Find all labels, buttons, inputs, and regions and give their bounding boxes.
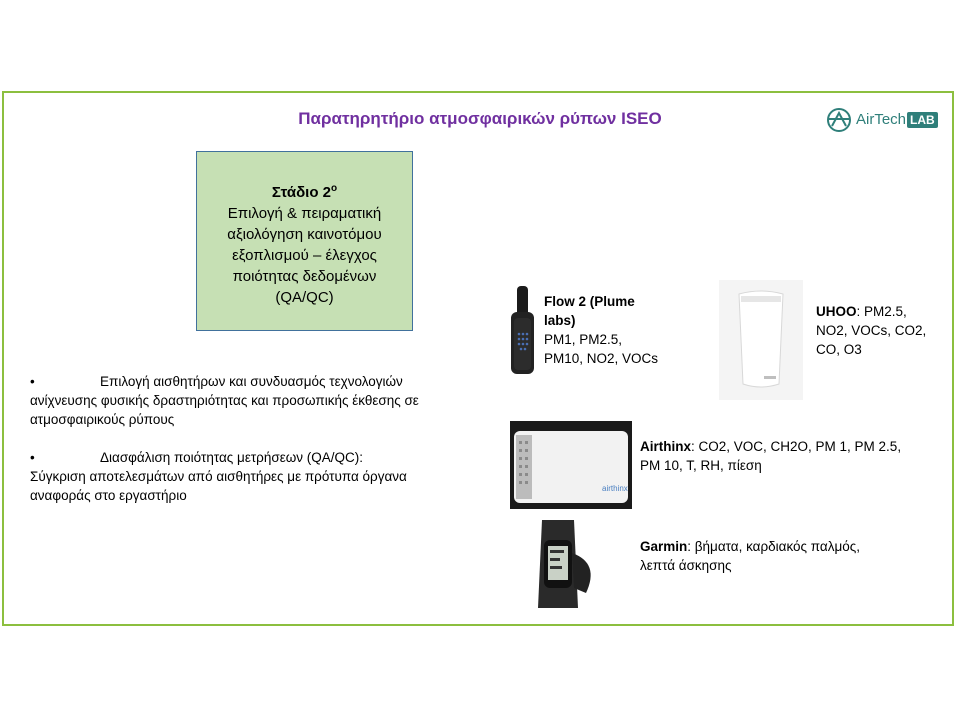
uhoo-device-image: [719, 280, 803, 400]
stage-line: ποιότητας δεδομένων: [232, 268, 377, 285]
garmin-name: Garmin: [640, 539, 688, 554]
garmin-device-image: [514, 518, 606, 613]
bullet-text: ατμοσφαιρικούς ρύπους: [30, 412, 175, 427]
uhoo-specs: CO, O3: [816, 342, 862, 357]
flow2-name: Flow 2 (Plume: [544, 294, 635, 309]
airthinx-specs: PM 10, T, RH, πίεση: [640, 458, 762, 473]
stage-line: (QA/QC): [275, 289, 334, 306]
slide-title: Παρατηρητήριο ατμοσφαιρικών ρύπων ISEO: [298, 109, 662, 128]
uhoo-description: [816, 302, 926, 359]
uhoo-specs: NO2, VOCs, CO2,: [816, 323, 927, 338]
stage-box: [196, 151, 413, 331]
garmin-specs: λεπτά άσκησης: [640, 558, 732, 573]
flow2-specs: PM10, NO2, VOCs: [544, 351, 659, 366]
garmin-description: [640, 537, 860, 575]
airtechlab-logo: [826, 107, 936, 133]
uhoo-specs: : PM2.5,: [856, 304, 907, 319]
airthinx-device-label: airthinx: [602, 484, 628, 493]
stage-line: Επιλογή & πειραματική: [227, 205, 382, 222]
stage-title: Στάδιο $2^o$: [271, 183, 338, 201]
bullet-marker: •: [30, 450, 35, 465]
bullet-text: Επιλογή αισθητήρων και συνδυασμός τεχνολογιών: [100, 374, 403, 389]
logo-badge: LAB: [907, 112, 938, 128]
bullet-text: ανίχνευσης φυσικής δραστηριότητας και προσωπικής έκθεσης σε: [30, 393, 419, 408]
airthinx-specs: : CO2, VOC, CH2O, PM 1, PM 2.5,: [691, 439, 902, 454]
flow2-specs: PM1, PM2.5,: [544, 332, 623, 347]
airthinx-description: [640, 437, 901, 475]
stage-line: αξιολόγηση καινοτόμου: [227, 226, 382, 243]
airtech-logo-icon: [826, 107, 852, 133]
airthinx-device-image: [510, 421, 632, 509]
airthinx-name: Airthinx: [640, 439, 692, 454]
stage-line: εξοπλισμού – έλεγχος: [232, 247, 377, 264]
bullet-text: Διασφάλιση ποιότητας μετρήσεων (QA/QC):: [100, 450, 363, 465]
bullet-item: [30, 448, 470, 505]
bullet-text: αναφοράς στο εργαστήριο: [30, 488, 187, 503]
garmin-specs: : βήματα, καρδιακός παλμός,: [687, 539, 861, 554]
flow2-device-image: [506, 284, 540, 376]
bullet-item: [30, 372, 470, 429]
bullet-marker: •: [30, 374, 35, 389]
bullet-list: [30, 372, 470, 524]
flow2-description: [544, 292, 658, 368]
logo-text: AirTech: [856, 111, 907, 128]
uhoo-name: UHOO: [816, 304, 857, 319]
flow2-name: labs): [544, 313, 576, 328]
bullet-text: Σύγκριση αποτελεσμάτων από αισθητήρες με πρότυπα όργανα: [30, 469, 407, 484]
